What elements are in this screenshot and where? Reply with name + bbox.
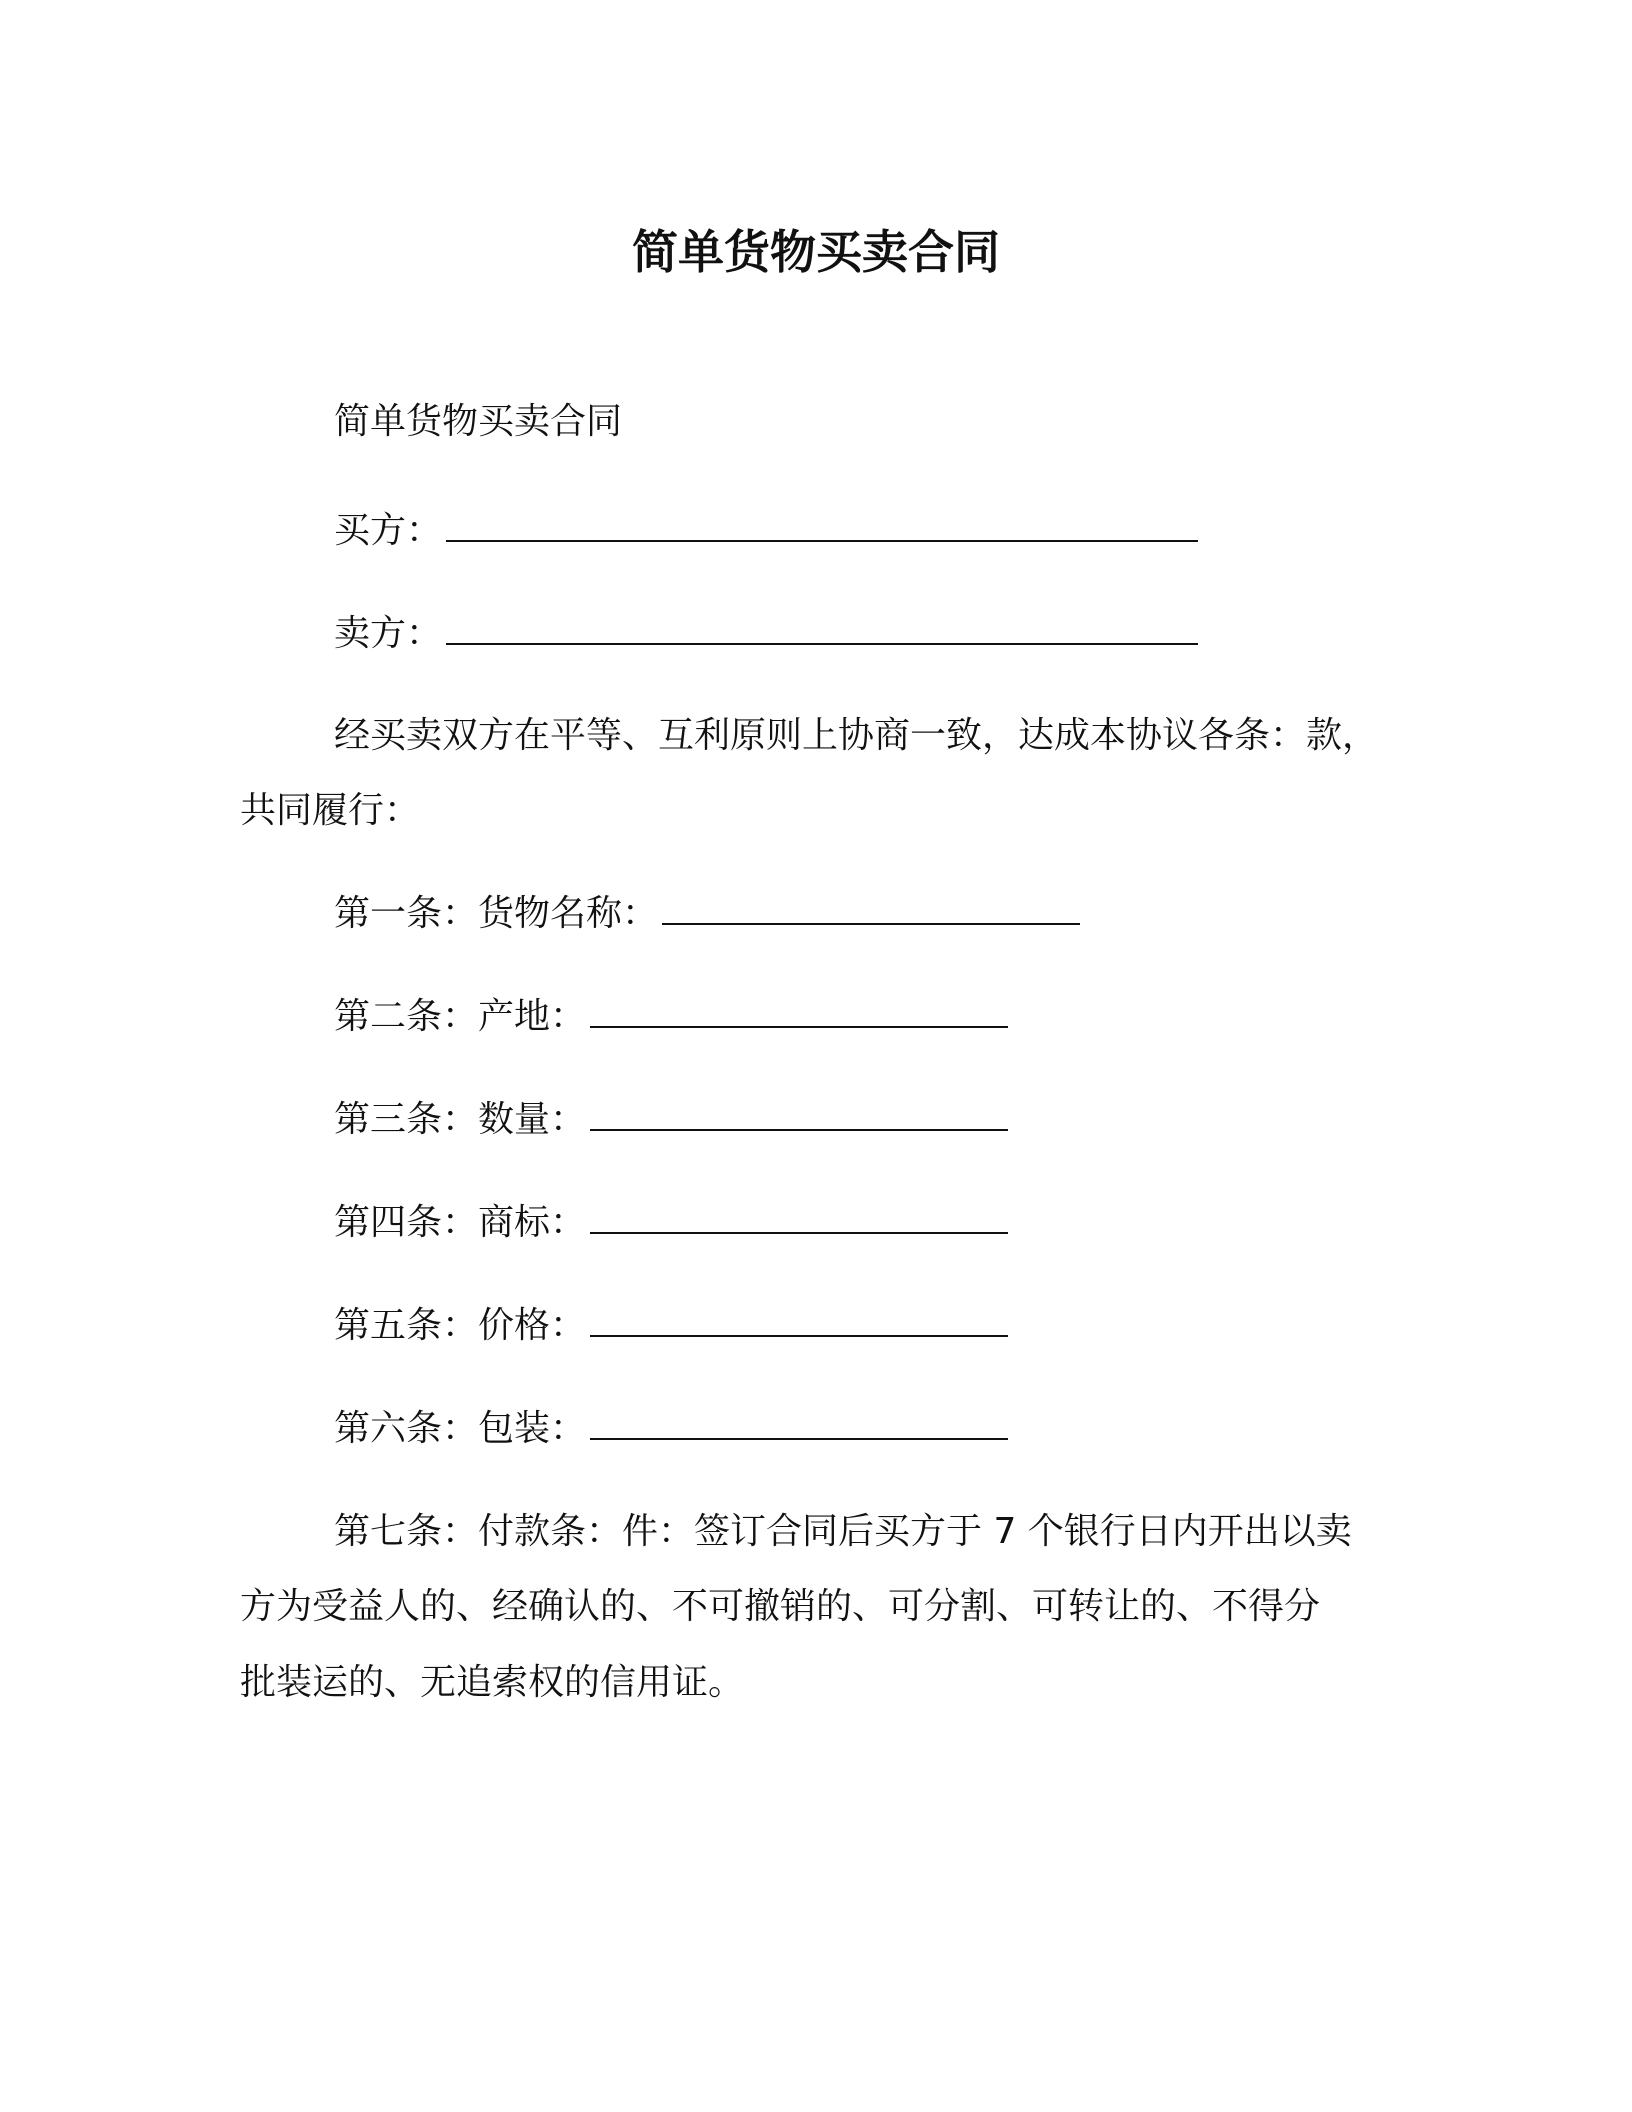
clause-blank	[590, 1404, 1008, 1440]
buyer-label: 买方：	[334, 510, 443, 551]
clause-label: 第六条：包装：	[334, 1408, 587, 1449]
clause-blank	[590, 992, 1008, 1028]
seller-line	[334, 609, 1198, 659]
clause-label: 第一条：货物名称：	[334, 893, 659, 934]
clause-7-line-1: 第七条：付款条：件：签订合同后买方于 7 个银行日内开出以卖	[334, 1511, 1352, 1552]
buyer-line	[334, 506, 1198, 556]
clause-label: 第四条：商标：	[334, 1202, 587, 1243]
buyer-blank	[446, 506, 1198, 542]
seller-label: 卖方：	[334, 613, 443, 654]
clause-label: 第五条：价格：	[334, 1305, 587, 1346]
clause-blank	[590, 1198, 1008, 1234]
seller-blank	[446, 609, 1198, 645]
clause-5	[334, 1301, 1008, 1351]
preamble-line-2: 共同履行：	[240, 790, 421, 831]
clause-6	[334, 1404, 1008, 1454]
clause-label: 第二条：产地：	[334, 996, 587, 1037]
clause-blank	[590, 1301, 1008, 1337]
document-title: 简单货物买卖合同	[632, 225, 1000, 279]
clause-7-line-2: 方为受益人的、经确认的、不可撤销的、可分割、可转让的、不得分	[240, 1586, 1321, 1627]
clause-7-line-3: 批装运的、无追索权的信用证。	[240, 1662, 745, 1703]
document-subtitle: 简单货物买卖合同	[334, 401, 623, 442]
clause-blank	[590, 1095, 1008, 1131]
clause-1	[334, 889, 1080, 939]
clause-blank	[662, 889, 1080, 925]
clause-label: 第三条：数量：	[334, 1099, 587, 1140]
clause-4	[334, 1198, 1008, 1248]
preamble-line-1: 经买卖双方在平等、互利原则上协商一致，达成本协议各条：款，	[334, 715, 1379, 756]
clause-2	[334, 992, 1008, 1042]
clause-3	[334, 1095, 1008, 1145]
